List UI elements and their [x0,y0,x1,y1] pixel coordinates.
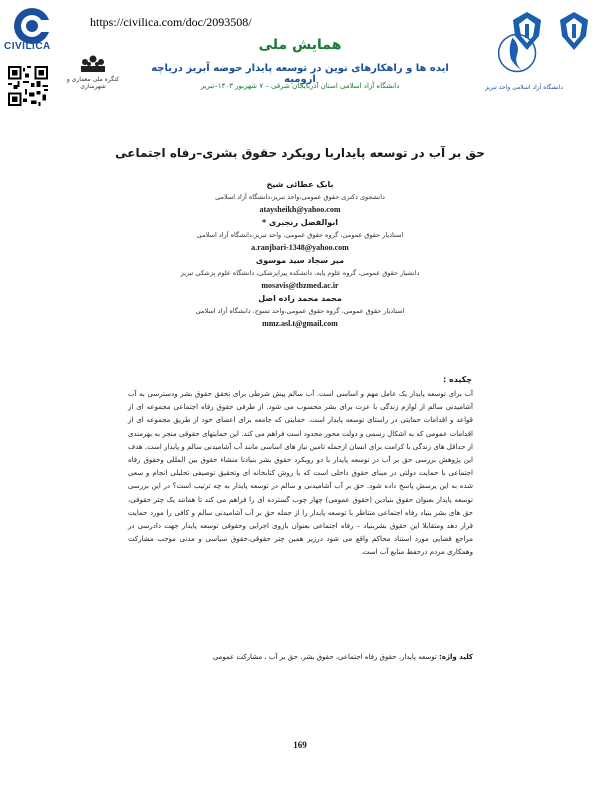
congress-caption: کنگره ملی معماری و شهرسازی [66,76,120,90]
congress-logo [58,52,128,112]
author-affiliation: دانشجوی دکتری حقوق عمومی،واحد تبریز،دانشگاه آزاد اسلامی [215,193,385,201]
keywords-label: کلید واژه: [439,653,473,661]
crown-emblem-icon [78,52,108,76]
author-email[interactable]: a.ranjbari-1348@yahoo.com [251,243,349,252]
author-block [100,216,500,254]
author-affiliation: استادیار حقوق عمومی، گروه حقوق عمومی، واحد تبریز،دانشگاه آزاد اسلامی [196,231,404,239]
author-email[interactable]: mosavis@tbzmed.ac.ir [261,281,339,290]
keywords-text: توسعه پایدار، حقوق رفاه اجتماعی، حقوق بشر، حق بر آب ، مشارکت عمومی [212,653,437,661]
conference-venue: دانشگاه آزاد اسلامی استان آذربایجان شرقی – ۷ شهریور ۱۴۰۳–تبریز [200,82,400,90]
author-name: بابک عطائی شیخ [266,180,334,189]
paper-title: حق بر آب در توسعه پایداربا رویکرد حقوق بشری–رفاه اجتماعی [115,146,485,160]
author-block [100,254,500,292]
author-list [100,178,500,330]
author-email[interactable]: ataysheikh@yahoo.com [259,205,341,214]
author-email[interactable]: mmz.asl.t@gmail.com [262,319,338,328]
author-name: ابوالفضل رنجبری * [262,218,338,227]
qr-code [8,66,48,106]
conference-subtitle: ایده ها و راهکارهای نوین در توسعه پایدار حوضه آبریز دریاچه ارومیه [151,63,449,85]
author-block [100,292,500,330]
abstract-body: آب برای توسعه پایدار یک عامل مهم و اساسی است. آب سالم پیش شرطی برای تحقق حقوق بشر ودسترسی به آب آشامیدنی سالم از لوازم زندگی با عزت برای بشر محسوب می شود. از طرفی حقوق رفاه اجتماعی مجموعه ای از قواعد و اقدامات حمایتی در راستای توسعه پایدار است. حمایتی که جامعه برای اعضای خود از طریق مجموعه ای از اقدامات عمومی که به اشکال رسمی و دولت محور محدود است فراهم می کند. این حمایتهای حقوقی منجر به بهرمندی از حداقل های زندگی با کرامت برای انسان ازجمله تامین نیاز های اساسی مانند آب آشامیدنی سالم و پایدار است. هدف این پژوهش بررسی حق بر آب در توسعه پایدار با دو رویکرد حقوق بشر بنیادنا منشاء حقوق بین المللی وحقوق رفاه اجتماعی با حمایت دولتی در مبنای حقوق داخلی است که با روش کتابخانه ای وتحقیق توصیفی تحلیلی انجام و سعی شده به این پرسش پاسخ داده شود. حق بر آب آشامیدنی و سالم در توسعه پایدار به چه ترتیب است؟ در این بررسی توسعه پایدار بعنوان حقوق بنیادین (حقوق عمومی) چهار چوب گسترده ای را فراهم می کند تا همانند یک چتر حقوقی، حق های بشر بنیاد رفاه اجتماعی متناظر با توسعه پایدار را از جمله حق بر آب آشامیدنی سالم و کافی را مورد حمایت قرار دهد ومتقابلا این حقوق بشربنیاد – رفاه اجتماعی بعنوان بازوی اجرایی وحقوقی توسعه پایدار جهت دادرسی در مراجع قضایی مورد استناد محاکم واقع می شود درزیر همین چتر حقوقی،حقوق سیاسی و مدنی موجب مشارکت وهمکاری مردم درحفظ منابع آب است. [128,390,473,557]
conference-title: همایش ملی [258,37,342,53]
civilica-label: CIVILICA [4,41,51,52]
author-name: میر سجاد سید موسوی [255,256,345,265]
author-affiliation: دانشیار حقوق عمومی، گروه علوم پایه، دانشکده پیراپزشکی، دانشگاه علوم پزشکی تبریز [180,269,420,277]
keywords-line [128,651,473,663]
author-name: محمد محمد زاده اصل [258,294,342,303]
author-block [100,178,500,216]
lake-map-icon [494,28,554,78]
lake-logo [485,28,563,116]
document-url[interactable]: https://civilica.com/doc/2093508/ [90,15,252,29]
lake-caption: دانشگاه آزاد اسلامی واحد تبریز [485,84,563,91]
author-affiliation: استادیار حقوق عمومی، گروه حقوق عمومی،واحد تسوج، دانشگاه آزاد اسلامی [195,307,405,315]
page-number: 169 [293,740,307,750]
abstract-heading: چکیده : [442,375,472,384]
